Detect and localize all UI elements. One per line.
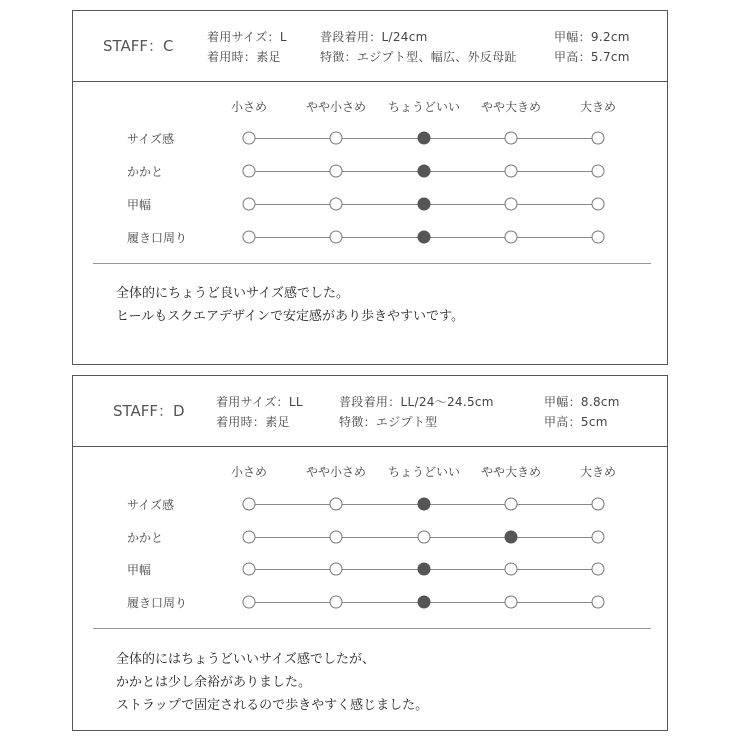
rating-dot [592,132,605,145]
rating-dot [330,165,343,178]
divider [93,263,651,264]
scale-label: やや大きめ [480,100,542,114]
rating-dot [243,198,256,211]
rating-row-label: かかと [127,165,164,179]
comment-line: 全体的にはちょうどいいサイズ感でしたが、 [116,652,375,667]
rating-dot [243,531,256,544]
rating-dot [592,231,605,244]
scale-label: やや大きめ [480,465,542,479]
scale-label: ちょうどいい [387,100,461,114]
rating-dot [505,132,518,145]
wear-with: 着用時：素足 [216,415,290,429]
review-header [73,11,667,82]
rating-row-label: かかと [127,531,164,545]
review-card [72,10,668,365]
comment-line: 全体的にちょうど良いサイズ感でした。 [116,286,349,301]
rating-dot [505,563,518,576]
rating-dot [243,563,256,576]
rating-dot [505,231,518,244]
rating-dot [592,165,605,178]
rating-row-label: 履き口周り [127,231,188,245]
scale-label: やや小さめ [305,465,367,479]
foot-feature: 特徴：エジプト型、幅広、外反母趾 [320,50,517,64]
rating-dot-selected [418,132,431,145]
review-header [73,376,667,447]
rating-dot [243,165,256,178]
instep-width: 甲幅：8.8cm [544,395,620,409]
rating-row-label: サイズ感 [127,498,175,512]
rating-dot [330,563,343,576]
rating-dot [330,132,343,145]
instep-height: 甲高：5cm [544,415,608,429]
instep-height: 甲高：5.7cm [554,50,630,64]
rating-dot-selected [418,498,431,511]
rating-dot [330,231,343,244]
wear-with: 着用時：素足 [207,50,281,64]
usual-size: 普段着用：L/24cm [320,30,428,44]
rating-dot [505,165,518,178]
scale-label: 小さめ [230,100,268,114]
wear-size: 着用サイズ：L [207,30,287,44]
rating-dot [243,132,256,145]
scale-label: 小さめ [230,465,268,479]
rating-dot-selected [505,531,518,544]
staff-name: STAFF：C [103,37,174,55]
comment-line: ストラップで固定されるので歩きやすく感じました。 [116,698,429,713]
divider [93,628,651,629]
rating-dot [592,596,605,609]
rating-dot [330,498,343,511]
rating-dot [592,498,605,511]
rating-dot [330,596,343,609]
rating-dot [592,563,605,576]
foot-feature: 特徴：エジプト型 [339,415,438,429]
rating-dot [505,596,518,609]
rating-dot [505,198,518,211]
rating-row-label: 甲幅 [127,563,152,577]
rating-dot-selected [418,165,431,178]
rating-dot [330,531,343,544]
rating-dot-selected [418,231,431,244]
comment-line: ヒールもスクエアデザインで安定感があり歩きやすいです。 [116,309,465,324]
rating-dot-selected [418,563,431,576]
scale-label: ちょうどいい [387,465,461,479]
instep-width: 甲幅：9.2cm [554,30,630,44]
usual-size: 普段着用：LL/24～24.5cm [339,395,494,409]
wear-size: 着用サイズ：LL [216,395,303,409]
rating-dot-selected [418,198,431,211]
rating-dot [330,198,343,211]
rating-row-label: サイズ感 [127,132,175,146]
staff-name: STAFF：D [113,402,185,420]
rating-dot [505,498,518,511]
rating-dot-selected [418,596,431,609]
scale-label: やや小さめ [305,100,367,114]
rating-dot [592,198,605,211]
rating-row-label: 甲幅 [127,198,152,212]
rating-dot [243,596,256,609]
comment-line: かかとは少し余裕がありました。 [116,675,312,690]
rating-dot [418,531,431,544]
rating-dot [243,231,256,244]
scale-label: 大きめ [579,465,617,479]
rating-dot [243,498,256,511]
rating-row-label: 履き口周り [127,596,188,610]
review-card [72,375,668,731]
rating-dot [592,531,605,544]
scale-label: 大きめ [579,100,617,114]
